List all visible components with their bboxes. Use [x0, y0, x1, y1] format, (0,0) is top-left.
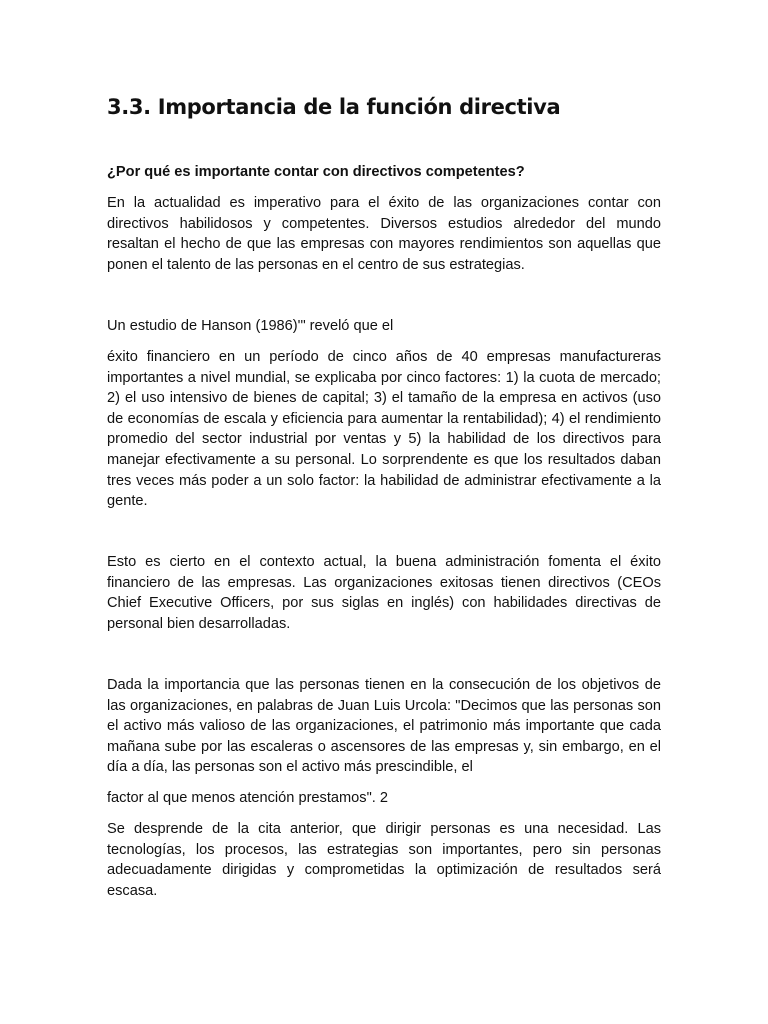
section-title: 3.3. Importancia de la función directiva	[107, 95, 561, 119]
paragraph-intro: En la actualidad es imperativo para el éxito de las organizaciones contar con directivos habilidosos y competentes. Diversos estudios alrededor del mundo resaltan el hecho de que las empresas con mayores rendimientos son aquellas que ponen el talento de las personas en el centro de sus estrategias.	[107, 195, 661, 273]
paragraph-quote-end: factor al que menos atención prestamos". 2	[107, 790, 388, 806]
paragraph-urcola-quote: Dada la importancia que las personas tienen en la consecución de los objetivos de las organizaciones, en palabras de Juan Luis Urcola: "Decimos que las personas son el activo más valioso de las organizaciones, el patrimonio más importante que cada mañana sube por las escaleras o ascensores de las empresas y, sin embargo, en el día a día, las personas son el activo más prescindible, el	[107, 677, 661, 776]
paragraph-hanson-study: éxito financiero en un período de cinco años de 40 empresas manufactureras importantes a nivel mundial, se explicaba por cinco factores: 1) la cuota de mercado; 2) el uso intensivo de bienes de capital; 3) el tamaño de la empresa en activos (uso de economías de escala y eficiencia para aumentar la rentabilidad); 4) el rendimiento promedio del sector industrial por ventas y 5) la habilidad de los directivos para manejar efectivamente a su personal. Lo sorprendente es que los resultados daban tres veces más poder a un solo factor: la habilidad de administrar efectivamente a la gente.	[107, 349, 661, 510]
paragraph-hanson-lead: Un estudio de Hanson (1986)'" reveló que el	[107, 318, 394, 334]
paragraph-conclusion: Se desprende de la cita anterior, que dirigir personas es una necesidad. Las tecnologías, los procesos, las estrategias son importantes, pero sin personas adecuadamente dirigidas y comprometidas la optimización de resultados será escasa.	[107, 821, 661, 899]
paragraph-context: Esto es cierto en el contexto actual, la buena administración fomenta el éxito financiero de las empresas. Las organizaciones exitosas tienen directivos (CEOs Chief Executive Officers, por sus siglas en inglés) con habilidades directivas de personal bien desarrolladas.	[107, 554, 661, 632]
section-subtitle: ¿Por qué es importante contar con directivos competentes?	[107, 164, 525, 180]
